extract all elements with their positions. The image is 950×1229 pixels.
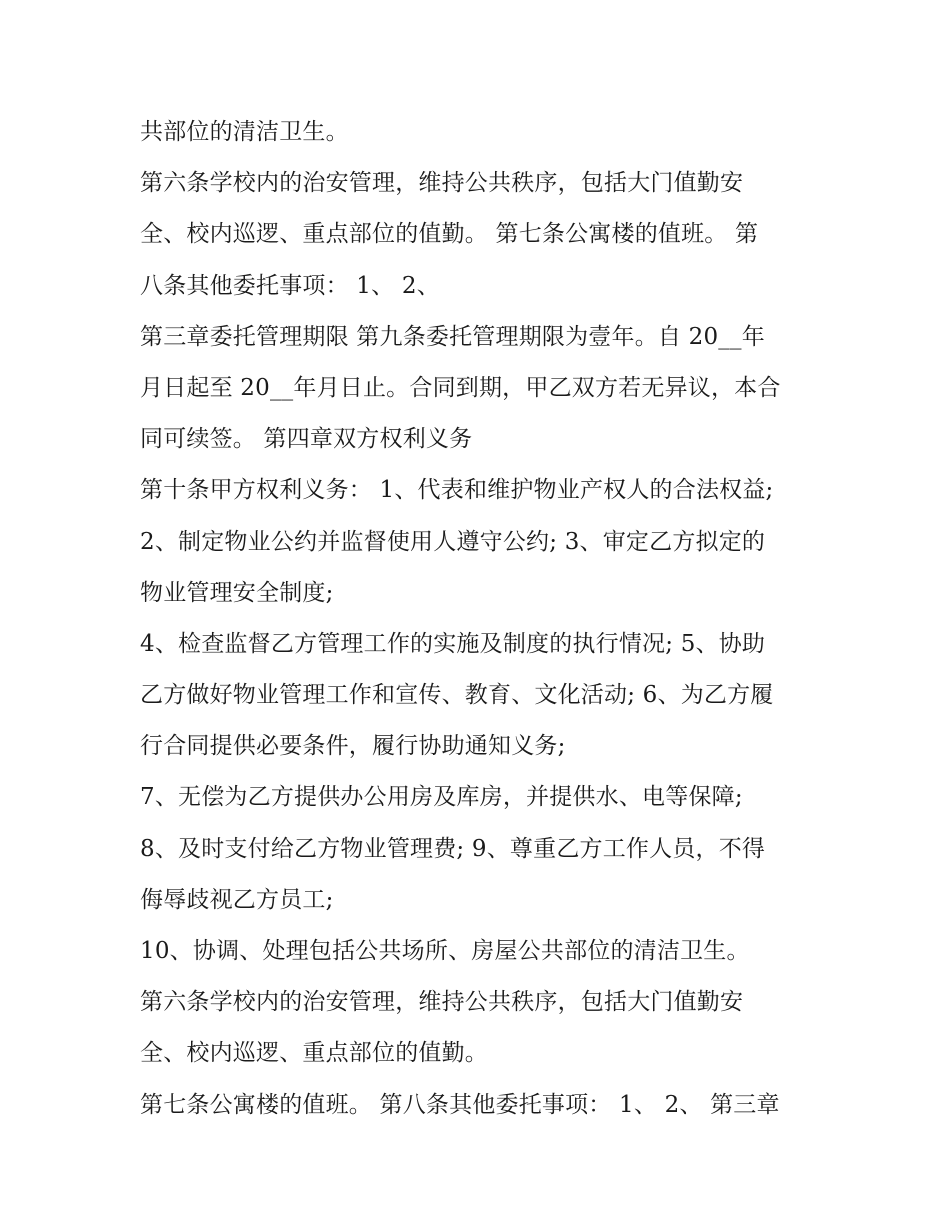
- text-line: 乙方做好物业管理工作和宣传、教育、文化活动; 6、为乙方履: [140, 682, 774, 709]
- text-line: 行合同提供必要条件，履行协助通知义务;: [140, 733, 566, 760]
- text-line: 第六条学校内的治安管理，维持公共秩序，包括大门值勤安: [140, 989, 744, 1016]
- text-line: 共部位的清洁卫生。: [140, 119, 349, 145]
- text-line: 侮辱歧视乙方员工;: [140, 886, 334, 913]
- text-line: 7、无偿为乙方提供办公用房及库房，并提供水、电等保障;: [140, 784, 743, 811]
- text-line: 第三章委托管理期限 第九条委托管理期限为壹年。自 20__年: [140, 323, 765, 350]
- text-line: 物业管理安全制度;: [140, 579, 334, 606]
- text-line: 同可续签。 第四章双方权利义务: [140, 426, 473, 453]
- text-line: 月日起至 20__年月日止。合同到期，甲乙双方若无异议，本合: [140, 374, 781, 401]
- text-line: 第七条公寓楼的值班。 第八条其他委托事项： 1、 2、 第三章: [140, 1091, 780, 1118]
- text-line: 全、校内巡逻、重点部位的值勤。 第七条公寓楼的值班。 第: [140, 221, 759, 248]
- text-line: 8、及时支付给乙方物业管理费; 9、尊重乙方工作人员，不得: [140, 835, 766, 862]
- text-line: 第十条甲方权利义务： 1、代表和维护物业产权人的合法权益;: [140, 477, 774, 504]
- text-line: 10、协调、处理包括公共场所、房屋公共部位的清洁卫生。: [140, 938, 750, 964]
- text-line: 4、检查监督乙方管理工作的实施及制度的执行情况; 5、协助: [140, 630, 766, 657]
- text-line: 全、校内巡逻、重点部位的值勤。: [140, 1040, 488, 1067]
- text-line: 八条其他委托事项： 1、 2、: [140, 272, 440, 299]
- text-line: 2、制定物业公约并监督使用人遵守公约; 3、审定乙方拟定的: [140, 528, 766, 555]
- text-line: 第六条学校内的治安管理，维持公共秩序，包括大门值勤安: [140, 170, 744, 197]
- document-body: [140, 107, 820, 1131]
